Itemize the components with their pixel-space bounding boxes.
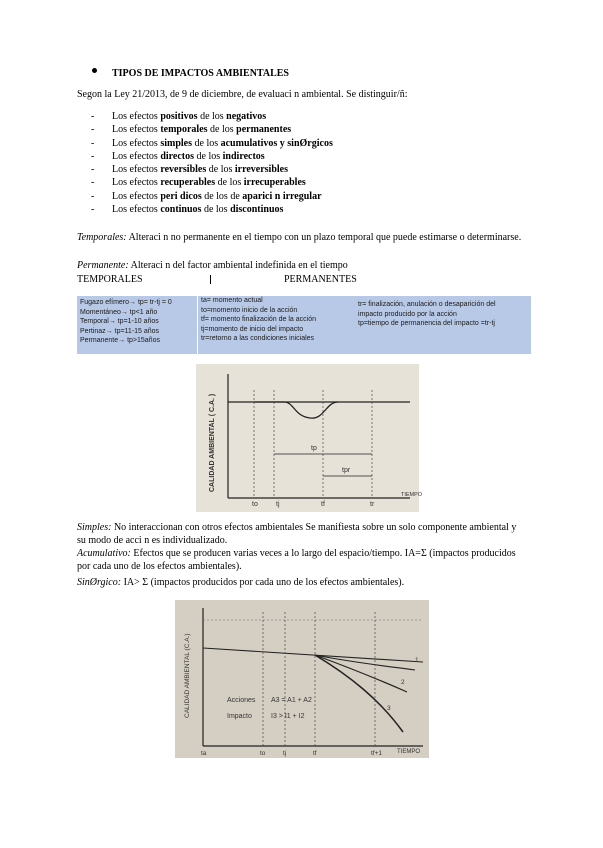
curve-label: 2 [401, 679, 405, 686]
permanence-column: tr= finalización, anulación o desaparición del impacto producido por la acción tp=tiempo de permanencia del impacto =tr-tj [358, 301, 496, 327]
list-item: - Los efectos reversibles de los irreversibles [91, 164, 288, 176]
intro-paragraph: Segon la Ley 21/2013, de 9 de diciembre, de evaluaci n ambiental. Se distinguir/ñ: [77, 89, 408, 100]
tick-label: ta [201, 750, 207, 757]
box-divider [197, 296, 198, 354]
temporal-impact-chart [196, 364, 423, 512]
synergic-impact-chart [175, 600, 429, 758]
heading-bullet [92, 68, 97, 73]
x-axis-label: TIEMPO [397, 749, 421, 755]
moments-column: ta= momento actual to=momento inicio de la acción tf= momento finalización de la acción tj=momento de inicio del impacto tr=retorno a las condiciones iniciales [201, 297, 316, 342]
list-item: - Los efectos simples de los acumulativos y sinØrgicos [91, 137, 333, 149]
tick-label: tr [370, 501, 375, 508]
tick-label: tj [283, 750, 287, 757]
tick-label: tf [321, 501, 325, 508]
list-item: - Los efectos continuos de los discontinuos [91, 204, 284, 216]
column-header-permanentes: PERMANENTES [284, 274, 357, 285]
span-label: tpr [342, 467, 351, 474]
list-item: - Los efectos recuperables de los irrecuperables [91, 177, 306, 189]
temporal-impact-figure [196, 364, 423, 512]
column-divider [210, 275, 211, 284]
section-heading: TIPOS DE IMPACTOS AMBIENTALES [112, 68, 289, 79]
list-item: - Los efectos directos de los indirectos [91, 150, 265, 162]
definition-permanente: Permanente: Alteraci n del factor ambiental indefinida en el tiempo [77, 260, 348, 271]
durations-column: Fugazo efímero→ tp= tr-tj = 0 Momentáneo→ tp<1 año Temporal→ tp=1-10 años Pertinaz→ tp=11-15 años Permanente→ tp>15años [80, 299, 172, 344]
definition-temporales: Temporales: Alteraci n no permanente en el tiempo con un plazo temporal que puede estimarse o determinarse. [77, 232, 522, 243]
curve-label: 3 [387, 705, 391, 712]
x-axis-label: TIEMPO [401, 492, 423, 498]
definition-acumulativo: Acumulativo: Efectos que se producen varias veces a lo largo del espacio/tiempo. IA=Σ (impactos producidos por cada uno de los efectos ambientales). [77, 548, 516, 572]
curve-label: 1 [415, 657, 419, 664]
tick-label: to [252, 501, 258, 508]
definition-simples: Simples: No interaccionan con otros efectos ambientales Se manifiesta sobre un solo componente ambiental y su modo de acci n es individualizado. [77, 522, 517, 546]
effects-list [91, 110, 333, 216]
y-axis-label: CALIDAD AMBIENTAL ( C.A. ) [209, 393, 216, 492]
actions-formula: A3 = A1 + A2 [271, 697, 312, 704]
list-item: - Los efectos peri dicos de los de aparici n irregular [91, 190, 322, 202]
list-item: - Los efectos temporales de los permanentes [91, 124, 292, 136]
column-header-temporales: TEMPORALES [77, 274, 143, 285]
tick-label: tf+1 [371, 750, 383, 757]
y-axis-label: CALIDAD AMBIENTAL (C.A.) [184, 633, 191, 718]
definition-sinergico: SinØrgico: IA> Σ (impactos producidos por cada uno de los efectos ambientales). [77, 577, 405, 588]
impact-label: Impacto [227, 713, 252, 720]
actions-label: Acciones [227, 697, 256, 704]
durations-box [77, 296, 531, 354]
list-item: - Los efectos positivos de los negativos [91, 111, 267, 122]
tick-label: tj [276, 501, 280, 508]
tick-label: to [260, 750, 266, 757]
impact-formula: I3 > I1 + I2 [271, 713, 305, 720]
tick-label: tf [313, 750, 317, 757]
span-label: tp [311, 445, 317, 452]
synergic-impact-figure [175, 600, 429, 758]
